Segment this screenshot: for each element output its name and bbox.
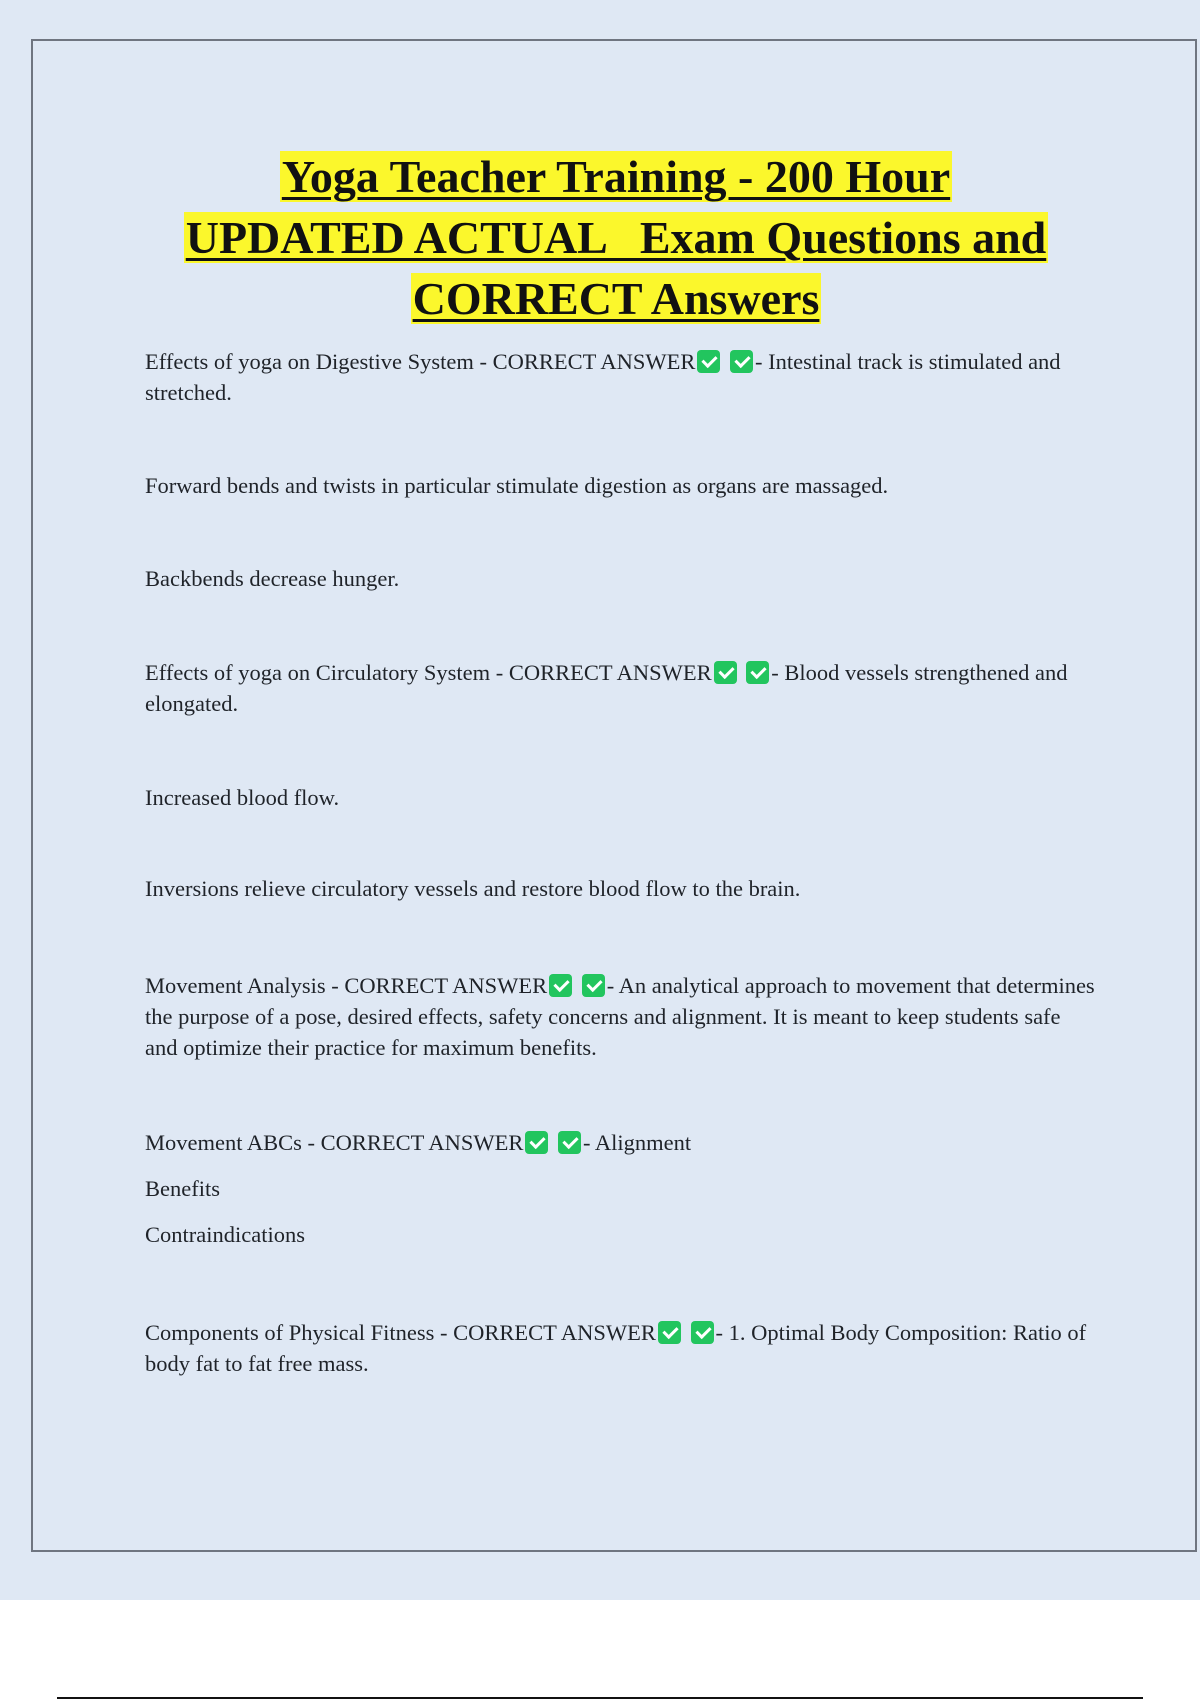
question-text: Movement ABCs - CORRECT ANSWER [145,1130,524,1155]
question-answer-paragraph [145,1127,1095,1158]
paragraph-text: Inversions relieve circulatory vessels and restore blood flow to the brain. [145,876,801,901]
question-answer-paragraph [145,970,1095,1063]
title-line: UPDATED ACTUAL Exam Questions and [185,212,1047,263]
answer-continuation-paragraph [145,563,1095,594]
check-mark-icon [582,974,605,997]
check-mark-icon [730,350,753,373]
paragraph-text: Increased blood flow. [145,785,340,810]
answer-text: - Blood vessels strengthened and elongated. [145,660,1068,716]
check-mark-icon [549,974,572,997]
answer-text: - 1. Optimal Body Composition: Ratio of body fat to fat free mass. [145,1320,1087,1376]
question-answer-paragraph [145,346,1095,408]
paragraph-text: Benefits [145,1176,220,1201]
title-line: Yoga Teacher Training - 200 Hour [281,151,951,202]
check-mark-icon [691,1321,714,1344]
check-mark-icon [525,1131,548,1154]
check-mark-icon [658,1321,681,1344]
question-answer-paragraph [145,1317,1095,1379]
check-mark-icon [746,661,769,684]
answer-text: - An analytical approach to movement that determines the purpose of a pose, desired effects, safety concerns and alignment. It is meant to keep students safe and optimize their practice for maximum benefits. [145,973,1095,1060]
answer-continuation-paragraph [145,1219,1095,1250]
document-title [60,146,1172,329]
question-answer-paragraph [145,657,1095,719]
question-text: Effects of yoga on Circulatory System - CORRECT ANSWER [145,660,712,685]
question-text: Effects of yoga on Digestive System - CORRECT ANSWER [145,349,696,374]
answer-text: - Alignment [583,1130,692,1155]
question-text: Components of Physical Fitness - CORRECT ANSWER [145,1320,656,1345]
answer-continuation-paragraph [145,470,1095,501]
footer-divider [57,1697,1143,1699]
check-mark-icon [558,1131,581,1154]
paragraph-text: Forward bends and twists in particular stimulate digestion as organs are massaged. [145,473,889,498]
check-mark-icon [697,350,720,373]
paragraph-text: Contraindications [145,1222,305,1247]
answer-text: - Intestinal track is stimulated and stretched. [145,349,1061,405]
question-text: Movement Analysis - CORRECT ANSWER [145,973,548,998]
check-mark-icon [714,661,737,684]
paragraph-text: Backbends decrease hunger. [145,566,400,591]
title-line: CORRECT Answers [412,273,820,324]
answer-continuation-paragraph [145,782,1095,813]
answer-continuation-paragraph [145,1173,1095,1204]
answer-continuation-paragraph [145,873,1095,904]
